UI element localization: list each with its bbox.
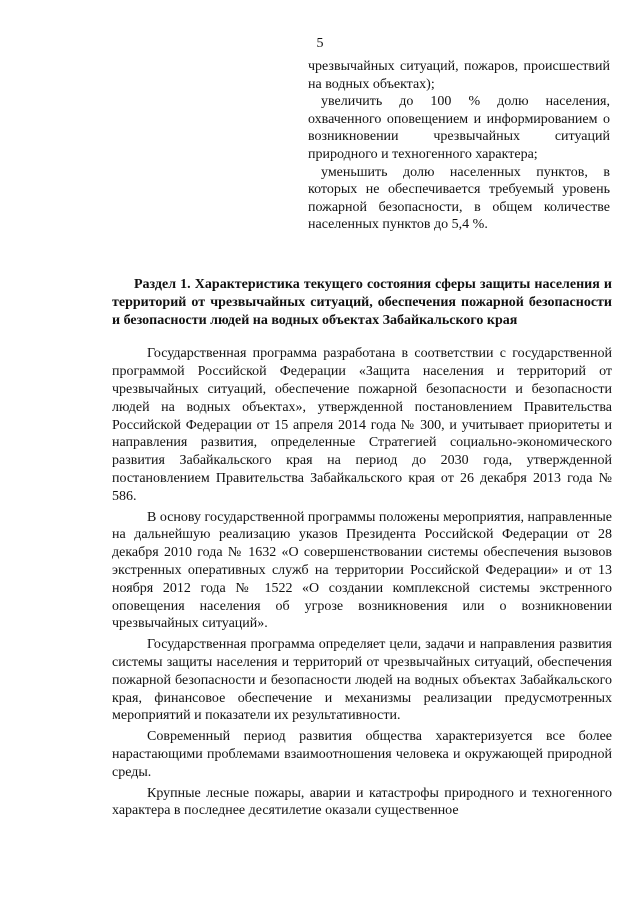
body-paragraph: Крупные лесные пожары, аварии и катастрофы природного и техногенного характера в последнее десятилетие оказали существенное [112, 785, 612, 819]
page-number: 5 [316, 36, 324, 51]
body-paragraph: Современный период развития общества характеризуется все более нарастающими проблемами взаимоотношения человека и окружающей природной среды. [112, 729, 612, 780]
body-paragraph: Государственная программа разработана в соответствии с государственной программой Российской Федерации «Защита населения и территорий от чрезвычайных ситуаций, обеспечение пожарной безопасности и безопасности людей на водных объектах», утвержденной постановлением Правительства Российской Федерации от 15 апреля 2014 года № 300, и учитывает приоритеты и направления развития, определенные Стратегией социально-экономического развития Забайкальского края на период до 2030 года, утвержденной постановлением Правительства Забайкальского края от 26 декабря 2013 года № 586. [112, 346, 612, 504]
section-heading: Раздел 1. Характеристика текущего состояния сферы защиты населения и территорий от чрезвычайных ситуаций, обеспечения пожарной безопасности и безопасности людей на водных объектах Забайкальского края [112, 277, 612, 328]
section-body [112, 276, 612, 823]
body-paragraph: Государственная программа определяет цели, задачи и направления развития системы защиты населения и территорий от чрезвычайных ситуаций, обеспечения пожарной безопасности и безопасности людей на водных объектах Забайкальского края, финансовое обеспечение и механизмы реализации предусмотренных мероприятий и показатели их результативности. [112, 637, 612, 724]
body-paragraph: В основу государственной программы положены мероприятия, направленные на дальнейшую реализацию указов Президента Российской Федерации от 28 декабря 2010 года № 1632 «О совершенствовании системы обеспечения вызовов экстренных оперативных служб на территории Российской Федерации» и от 13 ноября 2012 года № 1522 «О создании комплексной системы экстренного оповещения населения об угрозе возникновения или о возникновении чрезвычайных ситуаций». [112, 509, 612, 632]
goal-item: уменьшить долю населенных пунктов, в которых не обеспечивается требуемый уровень пожарной безопасности, в общем количестве населенных пунктов до 5,4 %. [308, 164, 610, 233]
goal-item: увеличить до 100 % долю населения, охваченного оповещением и информированием о возникновении чрезвычайных ситуаций природного и техногенного характера; [308, 94, 610, 162]
goals-continuation [308, 58, 610, 234]
goal-item: чрезвычайных ситуаций, пожаров, происшествий на водных объектах); [308, 59, 610, 92]
